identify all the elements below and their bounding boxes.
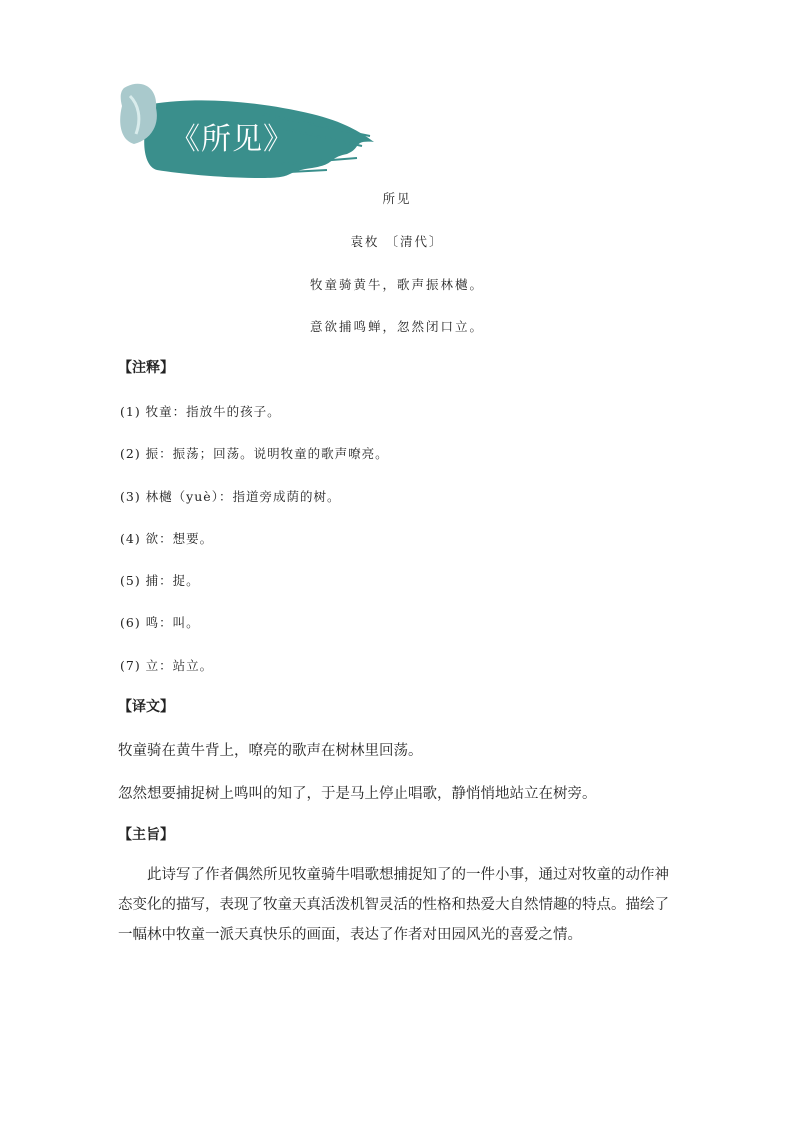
theme-heading: 【主旨】 xyxy=(118,827,174,843)
note-item: (3) 林樾（yuè）：指道旁成荫的树。 xyxy=(120,489,341,504)
translation-heading: 【译文】 xyxy=(118,699,174,715)
note-item: (1) 牧童：指放牛的孩子。 xyxy=(120,404,281,419)
note-item: (4) 欲：想要。 xyxy=(120,531,214,546)
banner-title: 《所见》 xyxy=(170,122,294,157)
poem-line: 牧童骑黄牛，歌声振林樾。 xyxy=(309,277,484,292)
poem-title: 所见 xyxy=(382,191,412,206)
notes-heading: 【注释】 xyxy=(118,360,174,376)
note-item: (2) 振：振荡；回荡。说明牧童的歌声嘹亮。 xyxy=(120,446,389,461)
poem-line: 意欲捕鸣蝉，忽然闭口立。 xyxy=(309,319,484,334)
theme-paragraph: 此诗写了作者偶然所见牧童骑牛唱歌想捕捉知了的一件小事，通过对牧童的动作神态变化的描写，表现了牧童天真活泼机智灵活的性格和热爱大自然情趣的特点。描绘了一幅林中牧童一派天真快乐的画面，表达了作者对田园风光的喜爱之情。 xyxy=(118,867,669,943)
title-banner xyxy=(112,74,382,186)
translation-line: 忽然想要捕捉树上鸣叫的知了，于是马上停止唱歌，静悄悄地站立在树旁。 xyxy=(118,786,597,802)
note-item: (7) 立：站立。 xyxy=(120,658,214,673)
note-item: (6) 鸣：叫。 xyxy=(120,615,200,630)
translation-line: 牧童骑在黄牛背上，嘹亮的歌声在树林里回荡。 xyxy=(118,743,423,759)
note-item: (5) 捕：捉。 xyxy=(120,573,200,588)
poem-author: 袁枚 〔清代〕 xyxy=(350,234,444,249)
